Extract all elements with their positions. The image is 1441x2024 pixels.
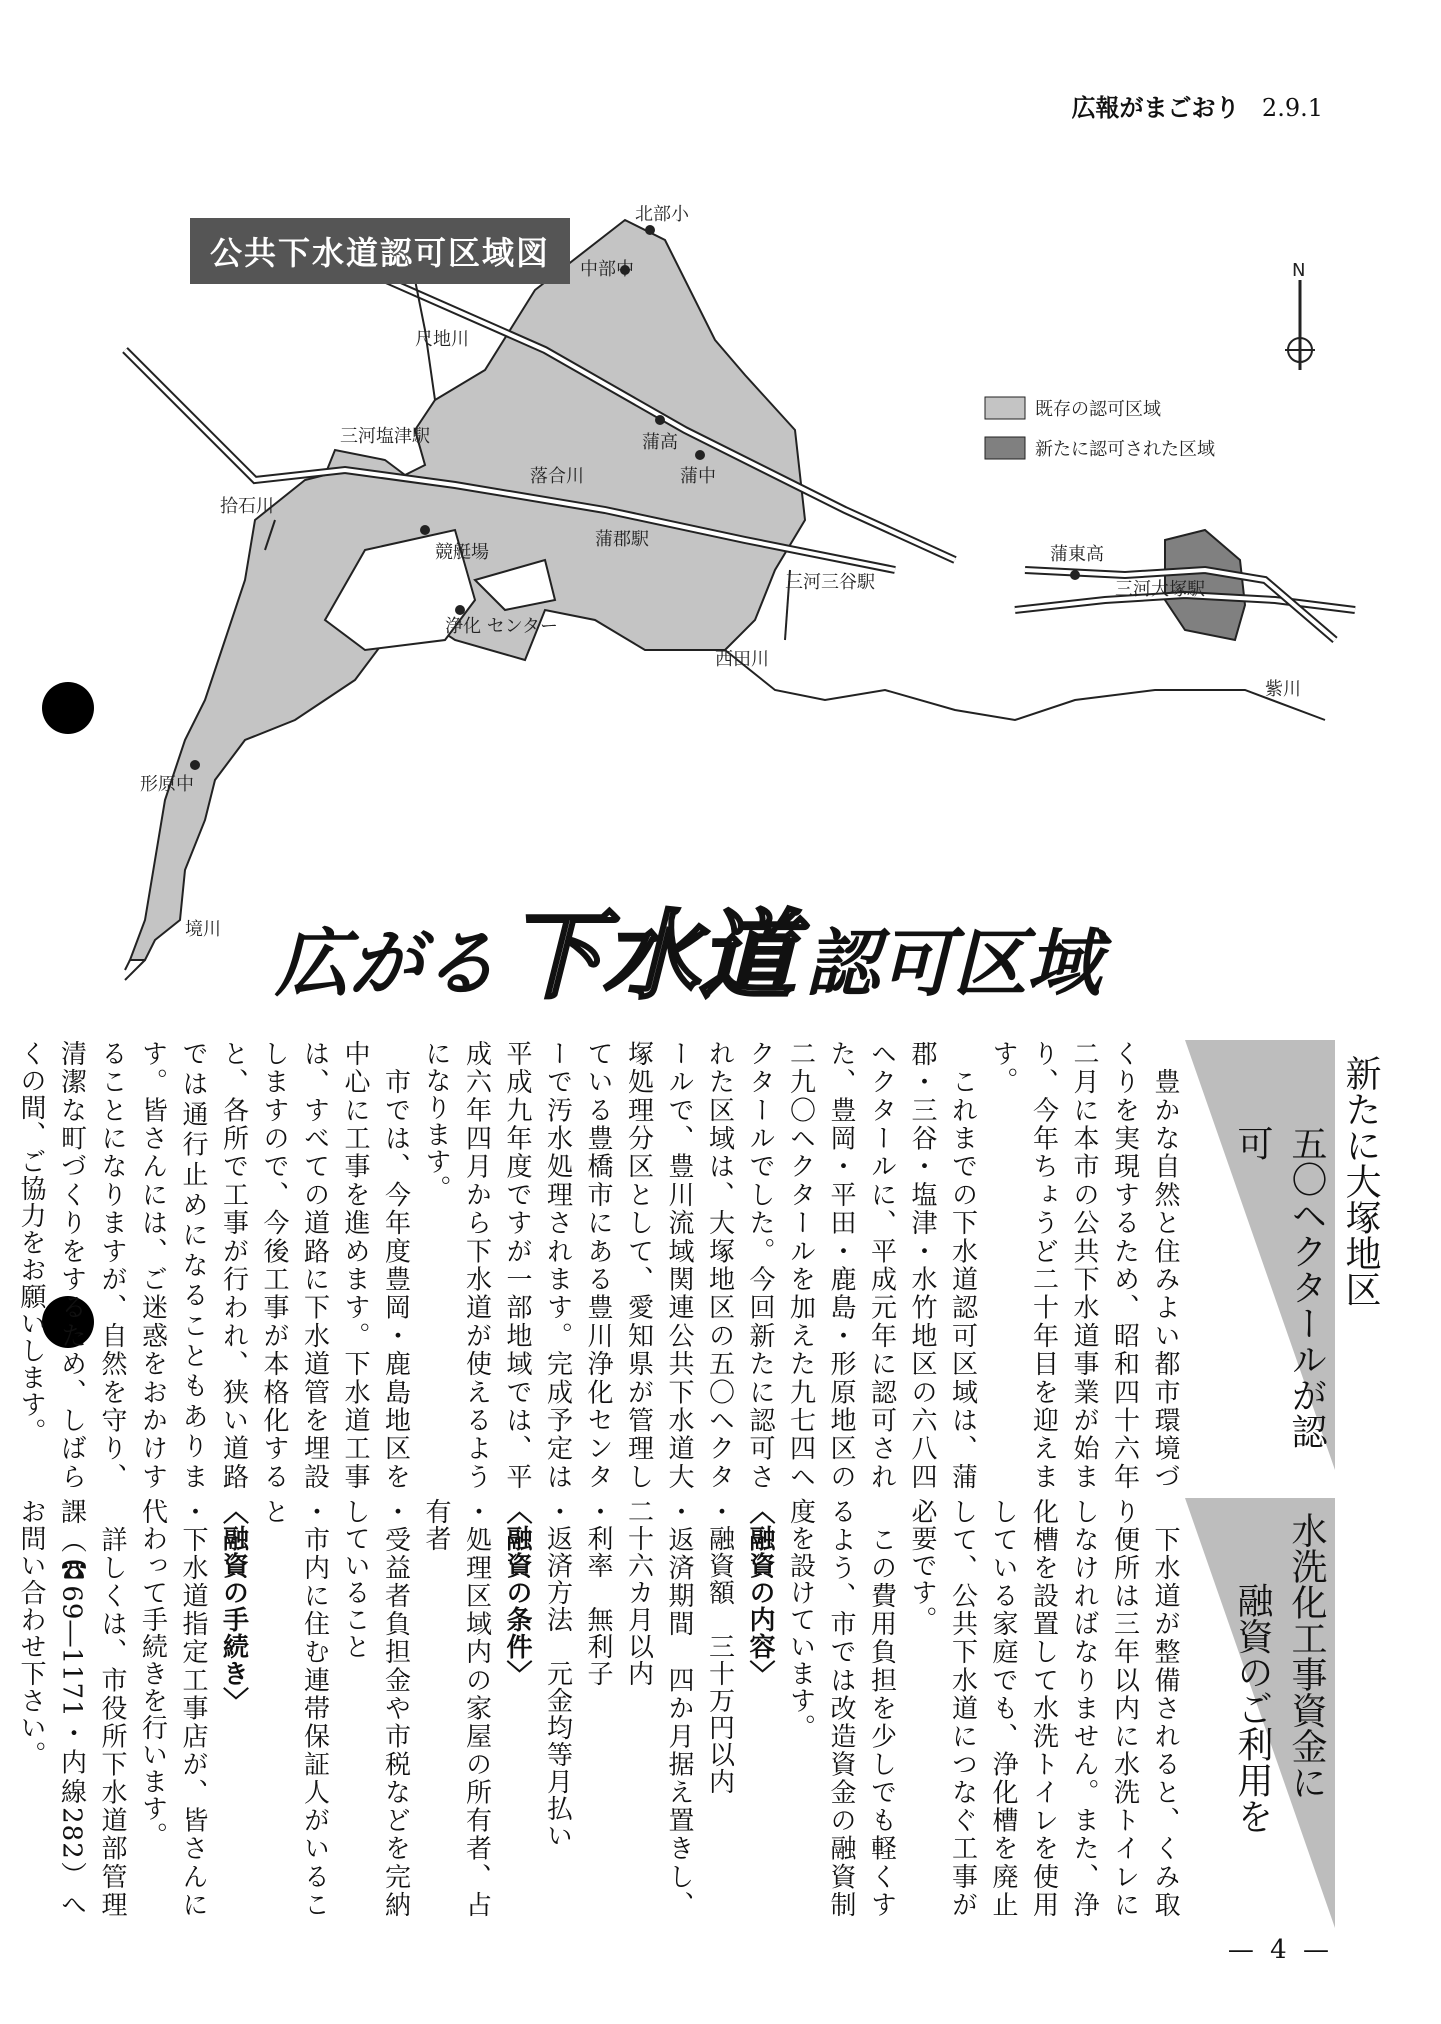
procedure-heading: 〈融資の手続き〉 bbox=[218, 1498, 249, 1714]
legend bbox=[985, 397, 1215, 460]
conditions-heading: 〈融資の条件〉 bbox=[502, 1498, 532, 1687]
label-purification-center: 浄化 センター bbox=[445, 616, 559, 637]
label-shakuchi: 尺地川 bbox=[415, 329, 469, 350]
article1-paragraph: これまでの下水道認可区域は、蒲郡・三谷・塩津・水竹地区の六八四ヘクタールに、平成元年に認可された、豊岡・平田・鹿島・形原地区の二九〇ヘクタールを加えた九七四ヘクタールでした。今回新たに認可された区域は、大塚地区の五〇ヘクタールで、豊川流域関連公共下水道大塚処理分区として、愛知県が管理している豊橋市にある豊川浄化センターで汚水処理されます。完成予定は平成九年度ですが一部地域では、平成六年四月から下水道が使えるようになります。 bbox=[421, 1040, 978, 1490]
north-label: N bbox=[1292, 260, 1306, 281]
content-item: ・返済方法 元金均等月払い bbox=[542, 1498, 573, 1849]
publication-title: 広報がまごおり bbox=[1071, 93, 1240, 122]
headline-part3: 認可区域 bbox=[805, 921, 1101, 1007]
label-shigawa: 紫川 bbox=[1265, 679, 1301, 700]
content-item: ・利率 無利子 bbox=[583, 1498, 613, 1687]
article2-heading bbox=[1225, 1512, 1333, 1922]
label-gamato: 蒲東高 bbox=[1050, 544, 1104, 565]
label-gamachu: 蒲中 bbox=[680, 466, 716, 487]
legend-new-label: 新たに認可された区域 bbox=[1035, 439, 1215, 460]
label-sanya-station: 三河三谷駅 bbox=[785, 572, 875, 593]
article2-body bbox=[16, 1498, 1185, 1918]
punch-hole bbox=[42, 682, 94, 734]
legend-new-swatch bbox=[985, 437, 1025, 459]
label-ochiai: 落合川 bbox=[530, 466, 584, 487]
label-gamagori-station: 蒲郡駅 bbox=[595, 529, 649, 550]
content-item: ・融資額 三十万円以内 bbox=[704, 1498, 735, 1795]
article1-heading-line1: 新たに大塚地区 bbox=[1340, 1055, 1381, 1307]
headline-part2: 下水道 bbox=[507, 900, 795, 1012]
label-kyotei: 競艇場 bbox=[435, 542, 489, 563]
legend-existing-label: 既存の認可区域 bbox=[1035, 399, 1161, 420]
label-chubu: 中部中 bbox=[580, 259, 634, 280]
label-shiotsu-station: 三河塩津駅 bbox=[340, 426, 430, 447]
article1-paragraph: 豊かな自然と住みよい都市環境づくりを実現するため、昭和四十六年二月に本市の公共下水道事業が始まり、今年ちょうど二十年目を迎えます。 bbox=[988, 1040, 1180, 1491]
article1-heading bbox=[1225, 1055, 1387, 1475]
compass bbox=[1285, 260, 1315, 370]
article2-intro: 下水道が整備されると、くみ取り便所は三年以内に水洗トイレにしなければなりません。また、浄化槽を設置して水洗トイレを使用している家庭でも、浄化槽を廃止して、公共下水道につなぐ工事が必要です。 bbox=[907, 1498, 1180, 1918]
map-title: 公共下水道認可区域図 bbox=[190, 218, 570, 284]
condition-item: ・市内に住む連帯保証人がいること bbox=[259, 1498, 330, 1918]
condition-item: ・受益者負担金や市税などを完納していること bbox=[340, 1498, 411, 1918]
label-katachihara: 形原中 bbox=[140, 774, 194, 795]
label-nishida: 西田川 bbox=[715, 649, 769, 670]
procedure-item: 詳しくは、市役所下水道部管理課（☎69―1171・内線282）へお問い合わせ下さい。 bbox=[16, 1498, 127, 1918]
article2-heading-line2: 融資のご利用を bbox=[1232, 1582, 1273, 1834]
legend-existing-swatch bbox=[985, 397, 1025, 419]
procedure-item: ・下水道指定工事店が、皆さんに代わって手続きを行います。 bbox=[137, 1498, 208, 1918]
condition-item: ・処理区域内の家屋の所有者、占有者 bbox=[421, 1498, 492, 1918]
label-otsuka-station: 三河大塚駅 bbox=[1115, 579, 1205, 600]
page-number: — 4 — bbox=[1227, 1935, 1333, 1965]
article2-heading-line1: 水洗化工事資金に bbox=[1286, 1512, 1327, 1800]
label-jusseki: 拾石川 bbox=[220, 496, 274, 517]
label-sakai: 境川 bbox=[185, 919, 221, 940]
headline bbox=[275, 880, 1101, 1017]
label-gamako: 蒲高 bbox=[642, 432, 678, 453]
issue-date: 2.9.1 bbox=[1261, 94, 1323, 122]
article1-heading-line2: 五〇ヘクタールが認可 bbox=[1232, 1125, 1327, 1449]
label-hokubu: 北部小 bbox=[635, 204, 689, 225]
content-item: ・返済期間 四か月据え置きし、二十六カ月以内 bbox=[623, 1498, 694, 1918]
article1-body bbox=[16, 1040, 1185, 1491]
headline-part1: 広がる bbox=[275, 921, 497, 1007]
article1-paragraph: 市では、今年度豊岡・鹿島地区を中心に工事を進めます。下水道工事は、すべての道路に下水道管を埋設しますので、今後工事が本格化すると、各所で工事が行われ、狭い道路では通行止めになることもあります。皆さんには、ご迷惑をおかけすることになりますが、自然を守り、清潔な町づくりをするため、しばらくの間、ご協力をお願いします。 bbox=[16, 1040, 411, 1491]
page-header bbox=[1072, 88, 1323, 123]
article2-intro: この費用負担を少しでも軽くするよう、市では改造資金の融資制度を設けています。 bbox=[785, 1498, 897, 1918]
content-heading: 〈融資の内容〉 bbox=[745, 1498, 775, 1687]
